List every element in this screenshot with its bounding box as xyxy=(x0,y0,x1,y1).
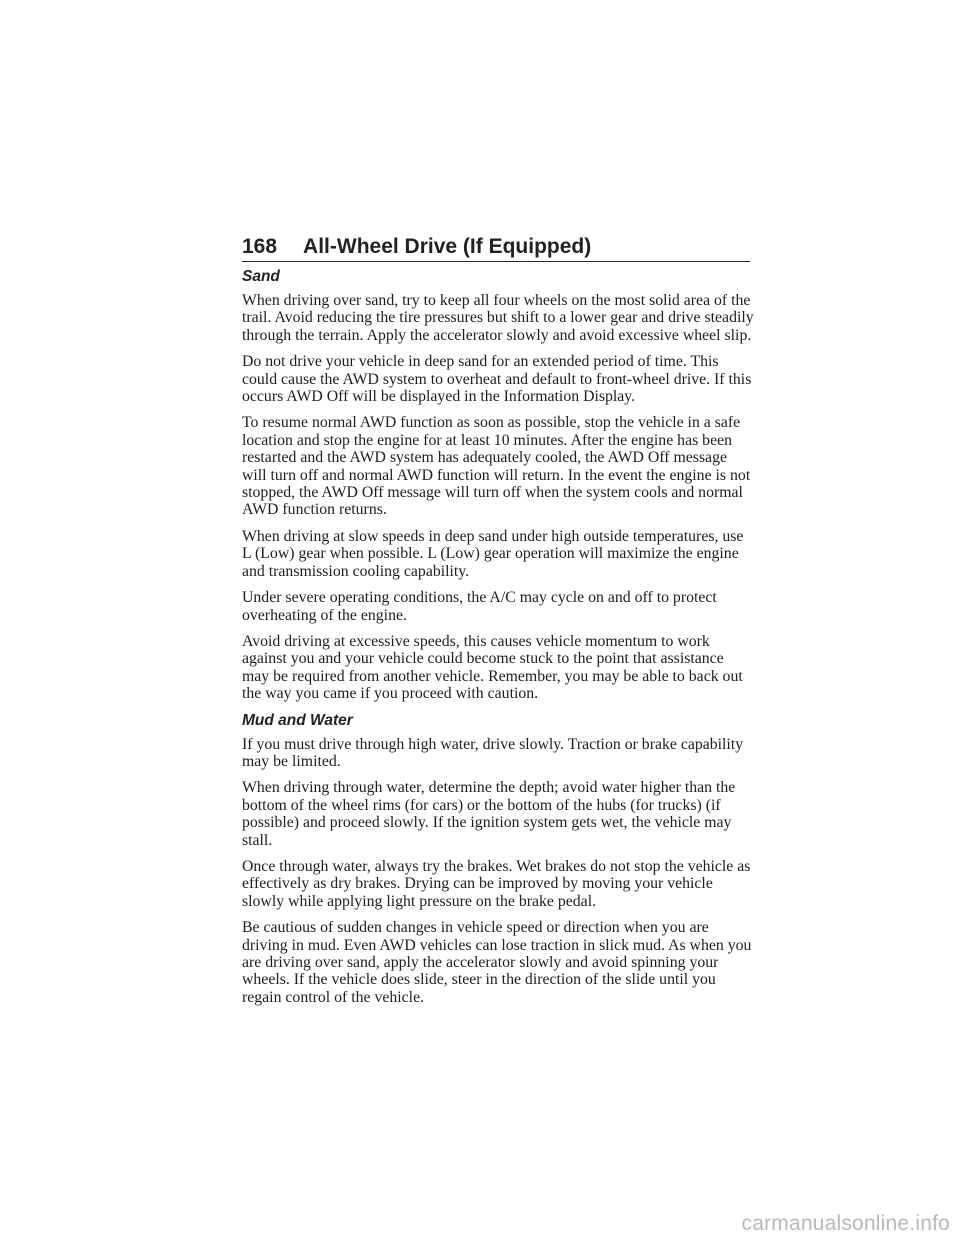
paragraph: Once through water, always try the brakes. Wet brakes do not stop the vehicle as effectively as dry brakes. Drying can be improved by moving your vehicle slowly while applying light pressure on the brake pedal. xyxy=(242,857,751,910)
paragraph: Do not drive your vehicle in deep sand for an extended period of time. This could cause the AWD system to overheat and default to front-wheel drive. If this occurs AWD Off will be displayed in the Information Display. xyxy=(242,353,752,406)
section-sand xyxy=(242,268,754,703)
paragraph: When driving at slow speeds in deep sand under high outside temperatures, use L (Low) gear when possible. L (Low) gear operation will maximize the engine and transmission cooling capability. xyxy=(242,527,744,580)
paragraph: Avoid driving at excessive speeds, this causes vehicle momentum to work against you and your vehicle could become stuck to the point that assistance may be required from another vehicle. Remember, you may be able to back out the way you came if you proceed with caution. xyxy=(242,632,743,703)
paragraph: Under severe operating conditions, the A/C may cycle on and off to protect overheating of the engine. xyxy=(242,589,717,624)
watermark-link[interactable]: carmanualsonline.info xyxy=(741,1212,950,1235)
section-heading: Mud and Water xyxy=(242,711,353,729)
section-heading: Sand xyxy=(242,268,280,285)
section-title: All-Wheel Drive (If Equipped) xyxy=(303,235,592,258)
page-number: 168 xyxy=(242,235,278,258)
paragraph: Be cautious of sudden changes in vehicle speed or direction when you are driving in mud. Even AWD vehicles can lose traction in slick mud. As when you are driving over sand, apply the accelerator slowly and avoid spinning your wheels. If the vehicle does slide, steer in the direction of the slide until you regain control of the vehicle. xyxy=(242,919,752,1006)
page-header xyxy=(242,228,750,262)
paragraph: When driving over sand, try to keep all four wheels on the most solid area of the trail. Avoid reducing the tire pressures but shift to a lower gear and drive steadily through the terrain. Apply the accelerator slowly and avoid excessive wheel slip. xyxy=(242,292,754,344)
paragraph: If you must drive through high water, drive slowly. Traction or brake capability may be limited. xyxy=(242,735,744,770)
paragraph: To resume normal AWD function as soon as possible, stop the vehicle in a safe location and stop the engine for at least 10 minutes. After the engine has been restarted and the AWD system has adequately cooled, the AWD Off message will turn off and normal AWD function will return. In the event the engine is not stopped, the AWD Off message will turn off when the system cools and normal AWD function returns. xyxy=(242,414,751,519)
section-mud-and-water xyxy=(242,712,754,1007)
page-content xyxy=(242,268,754,1015)
paragraph: When driving through water, determine the depth; avoid water higher than the bottom of the wheel rims (for cars) or the bottom of the hubs (for trucks) (if possible) and proceed slowly. If the ignition system gets wet, the vehicle may stall. xyxy=(242,779,736,849)
